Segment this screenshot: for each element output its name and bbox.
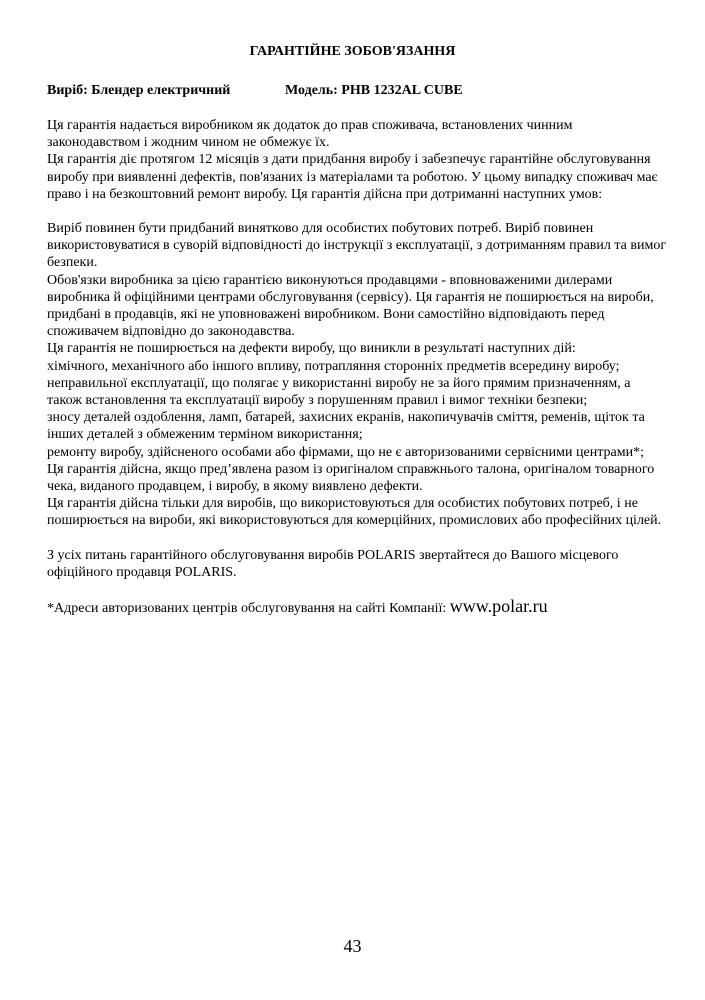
website-link[interactable]: www.polar.ru xyxy=(449,596,548,617)
footnote-text: *Адреси авторизованих центрів обслуговування на сайті Компанії: xyxy=(47,601,450,617)
warranty-body xyxy=(47,117,667,617)
paragraph: Ця гарантія діє протягом 12 місяців з дати придбання виробу і забезпечує гарантійне обслуговування виробу при виявленні дефектів, пов'язаних із матеріалами та роботою. У цьому випадку споживач має право і на безкоштовний ремонт виробу. Ця гарантія дійсна при дотриманні наступних умов: xyxy=(47,152,658,202)
product-label: Виріб: Блендер електричний xyxy=(47,83,231,98)
document-title: ГАРАНТІЙНЕ ЗОБОВ'ЯЗАННЯ xyxy=(249,44,456,59)
paragraph: З усіх питань гарантійного обслуговування виробів POLARIS звертайтеся до Вашого місцевого офіційного продавця POLARIS. xyxy=(47,547,619,580)
product-info xyxy=(47,83,463,99)
list-item: ремонту виробу, здійсненого особами або фірмами, що не є авторизованими сервісними центрами*; xyxy=(47,444,644,460)
list-item: хімічного, механічного або іншого впливу, потрапляння сторонніх предметів всередину виробу; xyxy=(47,358,620,374)
list-item: неправильної експлуатації, що полягає у використанні виробу не за його прямим призначенням, а також встановлення та експлуатації виробу з порушенням правил і вимог техніки безпеки; xyxy=(47,375,631,409)
model-label: Модель: PHB 1232AL CUBE xyxy=(285,83,463,98)
list-item: зносу деталей оздоблення, ламп, батарей, захисних екранів, накопичувачів сміття, ременів, щіток та інших деталей з обмеженим терміном використання; xyxy=(47,410,645,443)
paragraph: Виріб повинен бути придбаний винятково для особистих побутових потреб. Виріб повинен використовуватися в суворій відповідності до інструкції з експлуатації, з дотриманням правил та вимог безпеки. xyxy=(47,221,667,271)
paragraph: Ця гарантія не поширюється на дефекти виробу, що виникли в результаті наступних дій: xyxy=(47,341,576,357)
footnote xyxy=(47,598,667,617)
paragraph: Ця гарантія дійсна тільки для виробів, що використовуються для особистих побутових потреб, і не поширюється на вироби, які використовуються для комерційних, промислових або професійних цілей. xyxy=(47,496,662,529)
paragraph: Ця гарантія надається виробником як додаток до прав споживача, встановлених чинним законодавством і жодним чином не обмежує їх. xyxy=(47,118,573,151)
paragraph: Ця гарантія дійсна, якщо пред’явлена разом із оригіналом справжнього талона, оригіналом товарного чека, виданого продавцем, і виробу, в якому виявлено дефекти. xyxy=(47,461,655,495)
page-number: 43 xyxy=(343,936,362,956)
paragraph: Обов'язки виробника за цією гарантією виконуються продавцями - вповноваженими дилерами виробника й офіційними центрами обслуговування (сервісу). Ця гарантія не поширюється на вироби, придбані в продавців, які не уповноважені виробником. Вони самостійно відповідають перед споживачем відповідно до законодавства. xyxy=(47,272,654,340)
